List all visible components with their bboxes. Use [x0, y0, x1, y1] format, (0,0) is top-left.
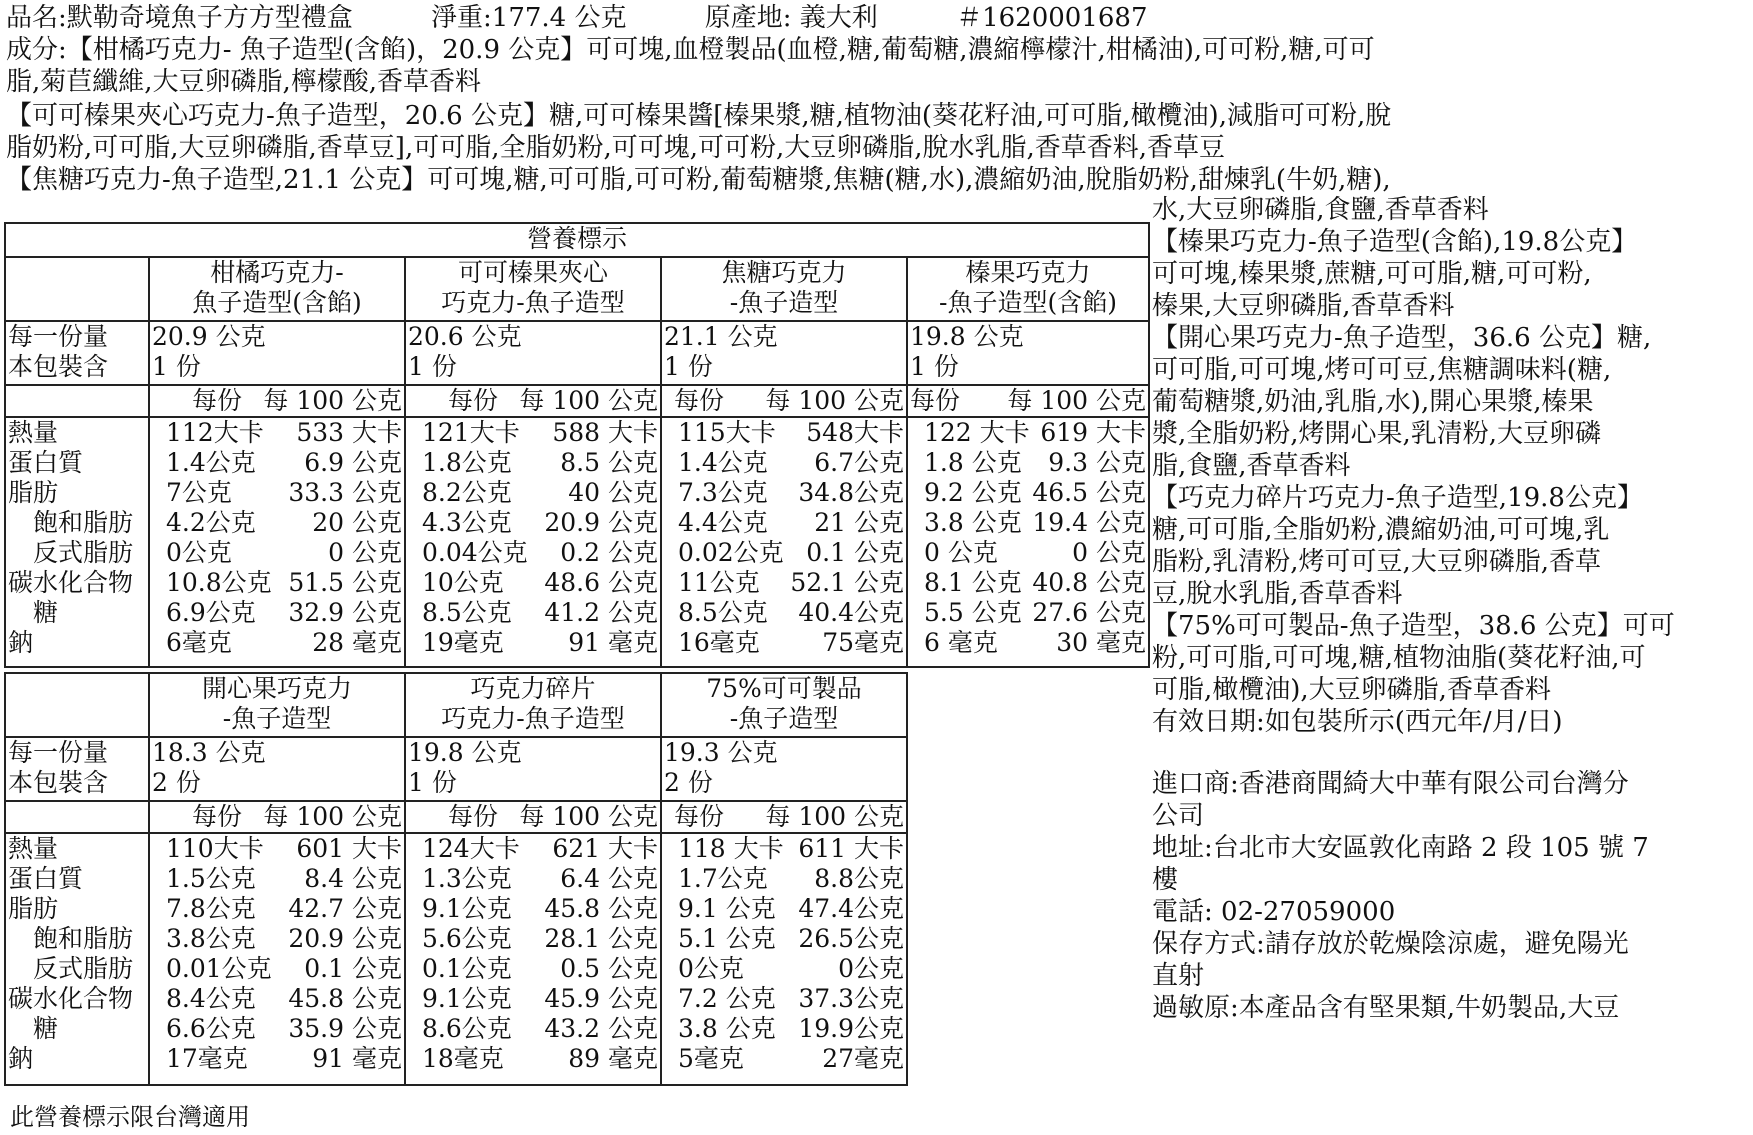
- per-serving-value: 8.4公克: [166, 984, 256, 1013]
- per-100g-value: 0.2 公克: [560, 538, 658, 567]
- nutrient-row: [664, 478, 904, 508]
- nutrition-footnote: 此營養標示限台灣適用: [10, 1103, 250, 1131]
- per-100g-value: 51.5 公克: [288, 568, 402, 597]
- per-serving-value: 10.8公克: [166, 568, 272, 597]
- product-column-header: 可可榛果夾心 巧克力-魚子造型: [405, 257, 661, 321]
- ingredients-hazelnut-line1: 【可可榛果夾心巧克力-魚子造型，20.6 公克】糖,可可榛果醬[榛果漿,糖,植物油(葵花籽油,可可脂,橄欖油),減脂可可粉,脫: [6, 101, 1392, 131]
- nutrient-row: [664, 508, 904, 538]
- per-serving-value: 8.6公克: [422, 1014, 512, 1043]
- per-100g-value: 20.9 公克: [288, 924, 402, 953]
- nutrient-row: [910, 568, 1146, 598]
- per-serving-value: 124大卡: [422, 834, 520, 863]
- side-line: 【巧克力碎片巧克力-魚子造型,19.8公克】: [1152, 483, 1643, 513]
- nutrient-values: [149, 417, 405, 667]
- per-serving-value: 6.6公克: [166, 1014, 256, 1043]
- nutrient-row: [910, 478, 1146, 508]
- nutrient-row: [664, 924, 904, 954]
- nutrient-row: [408, 628, 658, 658]
- per-100g-value: 37.3公克: [798, 984, 904, 1013]
- address-line1: 地址:台北市大安區敦化南路 2 段 105 號 7: [1152, 833, 1649, 863]
- side-line: 豆,脫水乳脂,香草香料: [1152, 579, 1403, 609]
- storage-line1: 保存方式:請存放於乾燥陰涼處，避免陽光: [1152, 929, 1629, 959]
- per-100g-value: 45.8 公克: [288, 984, 402, 1013]
- per-serving-value: 3.8公克: [166, 924, 256, 953]
- unit-header: 每份 每 100 公克: [149, 385, 405, 417]
- per-100g-value: 611 大卡: [798, 834, 904, 863]
- per-100g-value: 21 公克: [814, 508, 904, 537]
- per-serving-value: 9.1 公克: [678, 894, 776, 923]
- per-100g-value: 46.5 公克: [1032, 478, 1146, 507]
- side-line: 脂,食鹽,香草香料: [1152, 451, 1351, 481]
- product-code: ＃1620001687: [956, 3, 1148, 33]
- nutrient-row: [664, 628, 904, 658]
- per-100g-value: 19.4 公克: [1032, 508, 1146, 537]
- unit-header: 每份 每 100 公克: [661, 801, 907, 833]
- nutrient-row: [408, 894, 658, 924]
- nutrient-row: [152, 418, 402, 448]
- ingredients-caramel-line2: 水,大豆卵磷脂,食鹽,香草香料: [1152, 195, 1489, 225]
- per-serving-value: 1.7公克: [678, 864, 768, 893]
- address-line2: 樓: [1152, 865, 1179, 895]
- ingredients-hazelnut-line2: 脂奶粉,可可脂,大豆卵磷脂,香草豆],可可脂,全脂奶粉,可可塊,可可粉,大豆卵磷脂,脫水乳脂,香草香料,香草豆: [6, 133, 1226, 163]
- storage-line2: 直射: [1152, 961, 1205, 991]
- nutrient-row: [152, 568, 402, 598]
- per-100g-value: 43.2 公克: [544, 1014, 658, 1043]
- per-serving-value: 18毫克: [422, 1044, 504, 1073]
- nutrient-values: [405, 417, 661, 667]
- per-serving-value: 9.1公克: [422, 984, 512, 1013]
- unit-header: 每份 每 100 公克: [405, 385, 661, 417]
- per-serving-value: 17毫克: [166, 1044, 248, 1073]
- nutrition-table-1: [4, 222, 1150, 668]
- per-100g-value: 28 毫克: [312, 628, 402, 657]
- per-100g-value: 35.9 公克: [288, 1014, 402, 1043]
- per-serving-value: 7.8公克: [166, 894, 256, 923]
- per-100g-value: 0 公克: [1072, 538, 1146, 567]
- per-serving-value: 115大卡: [678, 418, 776, 447]
- nutrient-row: [408, 954, 658, 984]
- per-serving-value: 121大卡: [422, 418, 520, 447]
- nutrient-row: [152, 834, 402, 864]
- per-100g-value: 19.9公克: [798, 1014, 904, 1043]
- per-100g-value: 619 大卡: [1040, 418, 1146, 447]
- nutrient-row: [664, 894, 904, 924]
- nutrient-row: [408, 508, 658, 538]
- side-line: 糖,可可脂,全脂奶粉,濃縮奶油,可可塊,乳: [1152, 515, 1610, 545]
- per-serving-value: 5毫克: [678, 1044, 744, 1073]
- nutrient-values: [661, 417, 907, 667]
- nutrient-row: [664, 598, 904, 628]
- nutrient-row: [152, 894, 402, 924]
- per-100g-value: 621 大卡: [552, 834, 658, 863]
- nutrient-values: [149, 833, 405, 1085]
- nutrient-row: [152, 508, 402, 538]
- per-serving-value: 1.4公克: [166, 448, 256, 477]
- per-100g-value: 0公克: [838, 954, 904, 983]
- per-serving-value: 4.4公克: [678, 508, 768, 537]
- per-serving-value: 16毫克: [678, 628, 760, 657]
- side-line: 葡萄糖漿,奶油,乳脂,水),開心果漿,榛果: [1152, 387, 1594, 417]
- importer-line2: 公司: [1152, 801, 1205, 831]
- ingredients-orange-line1: 成分:【柑橘巧克力- 魚子造型(含餡)，20.9 公克】可可塊,血橙製品(血橙,糖,葡萄糖,濃縮檸檬汁,柑橘油),可可粉,糖,可可: [6, 35, 1375, 65]
- per-serving-value: 0公克: [166, 538, 232, 567]
- per-serving-value: 1.8公克: [422, 448, 512, 477]
- phone: 電話: 02-27059000: [1152, 897, 1396, 927]
- product-column-header: 75%可可製品 -魚子造型: [661, 673, 907, 737]
- per-serving-value: 7公克: [166, 478, 232, 507]
- nutrition-table-2: [4, 672, 908, 1086]
- per-100g-value: 28.1 公克: [544, 924, 658, 953]
- nutrient-row: [152, 954, 402, 984]
- per-100g-value: 27毫克: [822, 1044, 904, 1073]
- side-line: 可可脂,可可塊,烤可可豆,焦糖調味料(糖,: [1152, 355, 1612, 385]
- nutrient-row: [910, 598, 1146, 628]
- allergen: 過敏原:本產品含有堅果類,牛奶製品,大豆: [1152, 993, 1620, 1023]
- per-serving-value: 8.2公克: [422, 478, 512, 507]
- nutrient-row: [664, 864, 904, 894]
- per-serving-value: 9.2 公克: [924, 478, 1022, 507]
- side-line: 可脂,橄欖油),大豆卵磷脂,香草香料: [1152, 675, 1551, 705]
- nutrient-row: [408, 598, 658, 628]
- per-100g-value: 6.7公克: [814, 448, 904, 477]
- unit-header: 每份 每 100 公克: [405, 801, 661, 833]
- nutrient-row: [408, 538, 658, 568]
- product-column-header: 榛果巧克力 -魚子造型(含餡): [907, 257, 1149, 321]
- per-100g-value: 8.5 公克: [560, 448, 658, 477]
- per-serving-value: 0.1公克: [422, 954, 512, 983]
- nutrient-row: [664, 954, 904, 984]
- per-100g-value: 0.1 公克: [304, 954, 402, 983]
- per-100g-value: 0.5 公克: [560, 954, 658, 983]
- per-serving-value: 3.8 公克: [678, 1014, 776, 1043]
- per-serving-value: 0公克: [678, 954, 744, 983]
- serving-cell: 18.3 公克 2 份: [149, 737, 405, 801]
- per-serving-value: 1.8 公克: [924, 448, 1022, 477]
- nutrient-row: [408, 568, 658, 598]
- per-100g-value: 91 毫克: [568, 628, 658, 657]
- nutrient-row: [408, 834, 658, 864]
- per-100g-value: 40 公克: [568, 478, 658, 507]
- per-100g-value: 32.9 公克: [288, 598, 402, 627]
- nutrient-row: [408, 1044, 658, 1074]
- product-name: 品名:默勒奇境魚子方方型禮盒: [6, 3, 353, 33]
- per-serving-value: 110大卡: [166, 834, 264, 863]
- unit-header: 每份 每 100 公克: [149, 801, 405, 833]
- per-serving-value: 6.9公克: [166, 598, 256, 627]
- nutrient-row: [408, 924, 658, 954]
- per-100g-value: 588 大卡: [552, 418, 658, 447]
- serving-cell: 19.3 公克 2 份: [661, 737, 907, 801]
- per-100g-value: 548大卡: [806, 418, 904, 447]
- nutrient-row: [664, 1014, 904, 1044]
- serving-cell: 20.9 公克 1 份: [149, 321, 405, 385]
- nutrient-row: [152, 478, 402, 508]
- per-serving-value: 11公克: [678, 568, 760, 597]
- per-100g-value: 26.5公克: [798, 924, 904, 953]
- per-serving-value: 6 毫克: [924, 628, 998, 657]
- nutrient-row: [408, 984, 658, 1014]
- per-serving-value: 5.6公克: [422, 924, 512, 953]
- per-100g-value: 0.1 公克: [806, 538, 904, 567]
- nutrient-row: [152, 1014, 402, 1044]
- nutrient-row: [152, 628, 402, 658]
- per-serving-value: 0.04公克: [422, 538, 528, 567]
- nutrient-values: [405, 833, 661, 1085]
- nutrient-row: [910, 628, 1146, 658]
- header-line: [6, 2, 1147, 34]
- nutrient-labels: 熱量 蛋白質 脂肪 飽和脂肪 反式脂肪 碳水化合物 糖 鈉: [5, 833, 149, 1085]
- nutrient-row: [664, 834, 904, 864]
- per-100g-value: 75毫克: [822, 628, 904, 657]
- unit-header: 每份 每 100 公克: [907, 385, 1149, 417]
- expiry-date: 有效日期:如包裝所示(西元年/月/日): [1152, 707, 1563, 737]
- per-100g-value: 8.4 公克: [304, 864, 402, 893]
- nutrient-row: [664, 984, 904, 1014]
- per-100g-value: 40.8 公克: [1032, 568, 1146, 597]
- per-serving-value: 10公克: [422, 568, 504, 597]
- nutrient-values: [661, 833, 907, 1085]
- per-100g-value: 47.4公克: [798, 894, 904, 923]
- side-line: 榛果,大豆卵磷脂,香草香料: [1152, 291, 1455, 321]
- nutrient-labels: 熱量 蛋白質 脂肪 飽和脂肪 反式脂肪 碳水化合物 糖 鈉: [5, 417, 149, 667]
- product-column-header: 巧克力碎片 巧克力-魚子造型: [405, 673, 661, 737]
- per-serving-value: 5.5 公克: [924, 598, 1022, 627]
- per-serving-value: 5.1 公克: [678, 924, 776, 953]
- per-serving-value: 4.2公克: [166, 508, 256, 537]
- nutrient-row: [910, 448, 1146, 478]
- per-100g-value: 6.4 公克: [560, 864, 658, 893]
- side-line: 脂粉,乳清粉,烤可可豆,大豆卵磷脂,香草: [1152, 547, 1602, 577]
- serving-labels: 每一份量 本包裝含: [5, 321, 149, 385]
- importer-line1: 進口商:香港商聞綺大中華有限公司台灣分: [1152, 769, 1629, 799]
- nutrition-title: 營養標示: [5, 223, 1149, 257]
- nutrient-row: [664, 1044, 904, 1074]
- per-100g-value: 20 公克: [312, 508, 402, 537]
- per-100g-value: 45.9 公克: [544, 984, 658, 1013]
- per-100g-value: 30 毫克: [1056, 628, 1146, 657]
- product-column-header: 柑橘巧克力- 魚子造型(含餡): [149, 257, 405, 321]
- per-serving-value: 19毫克: [422, 628, 504, 657]
- serving-cell: 19.8 公克 1 份: [907, 321, 1149, 385]
- per-serving-value: 1.4公克: [678, 448, 768, 477]
- per-100g-value: 27.6 公克: [1032, 598, 1146, 627]
- nutrient-row: [152, 538, 402, 568]
- per-100g-value: 533 大卡: [296, 418, 402, 447]
- per-100g-value: 34.8公克: [798, 478, 904, 507]
- product-column-header: 開心果巧克力 -魚子造型: [149, 673, 405, 737]
- per-100g-value: 8.8公克: [814, 864, 904, 893]
- nutrient-row: [910, 538, 1146, 568]
- per-serving-value: 1.3公克: [422, 864, 512, 893]
- nutrient-row: [152, 984, 402, 1014]
- nutrient-row: [408, 864, 658, 894]
- per-100g-value: 0 公克: [328, 538, 402, 567]
- per-serving-value: 9.1公克: [422, 894, 512, 923]
- per-serving-value: 118 大卡: [678, 834, 784, 863]
- product-column-header: 焦糖巧克力 -魚子造型: [661, 257, 907, 321]
- per-100g-value: 45.8 公克: [544, 894, 658, 923]
- per-serving-value: 8.5公克: [678, 598, 768, 627]
- side-line: 粉,可可脂,可可塊,糖,植物油脂(葵花籽油,可: [1152, 643, 1646, 673]
- per-100g-value: 41.2 公克: [544, 598, 658, 627]
- net-weight: 淨重:177.4 公克: [431, 3, 627, 33]
- nutrient-row: [408, 448, 658, 478]
- side-line: 【榛果巧克力-魚子造型(含餡),19.8公克】: [1152, 227, 1638, 257]
- nutrient-row: [152, 924, 402, 954]
- serving-cell: 20.6 公克 1 份: [405, 321, 661, 385]
- per-serving-value: 122 大卡: [924, 418, 1030, 447]
- per-serving-value: 1.5公克: [166, 864, 256, 893]
- per-serving-value: 4.3公克: [422, 508, 512, 537]
- per-serving-value: 8.1 公克: [924, 568, 1022, 597]
- nutrient-row: [664, 538, 904, 568]
- per-serving-value: 0.01公克: [166, 954, 272, 983]
- side-line: 【75%可可製品-魚子造型，38.6 公克】可可: [1152, 611, 1675, 641]
- per-100g-value: 91 毫克: [312, 1044, 402, 1073]
- per-serving-value: 112大卡: [166, 418, 264, 447]
- per-100g-value: 601 大卡: [296, 834, 402, 863]
- nutrient-row: [664, 418, 904, 448]
- side-line: 可可塊,榛果漿,蔗糖,可可脂,糖,可可粉,: [1152, 259, 1592, 289]
- ingredients-caramel-line1: 【焦糖巧克力-魚子造型,21.1 公克】可可塊,糖,可可脂,可可粉,葡萄糖漿,焦糖(糖,水),濃縮奶油,脫脂奶粉,甜煉乳(牛奶,糖),: [6, 165, 1391, 195]
- nutrient-row: [152, 864, 402, 894]
- serving-cell: 19.8 公克 1 份: [405, 737, 661, 801]
- per-serving-value: 7.2 公克: [678, 984, 776, 1013]
- per-100g-value: 40.4公克: [798, 598, 904, 627]
- nutrient-row: [910, 418, 1146, 448]
- nutrient-row: [152, 1044, 402, 1074]
- nutrient-row: [664, 568, 904, 598]
- per-100g-value: 20.9 公克: [544, 508, 658, 537]
- per-100g-value: 9.3 公克: [1048, 448, 1146, 477]
- per-serving-value: 8.5公克: [422, 598, 512, 627]
- nutrient-row: [152, 448, 402, 478]
- country-of-origin: 原產地: 義大利: [704, 3, 878, 33]
- side-line: 【開心果巧克力-魚子造型，36.6 公克】糖,: [1152, 323, 1652, 353]
- nutrient-row: [664, 448, 904, 478]
- nutrient-row: [408, 418, 658, 448]
- per-100g-value: 42.7 公克: [288, 894, 402, 923]
- per-100g-value: 6.9 公克: [304, 448, 402, 477]
- per-100g-value: 89 毫克: [568, 1044, 658, 1073]
- nutrient-row: [152, 598, 402, 628]
- ingredients-orange-line2: 脂,菊苣纖維,大豆卵磷脂,檸檬酸,香草香料: [6, 67, 482, 97]
- per-serving-value: 0.02公克: [678, 538, 784, 567]
- nutrient-row: [910, 508, 1146, 538]
- serving-cell: 21.1 公克 1 份: [661, 321, 907, 385]
- per-serving-value: 0 公克: [924, 538, 998, 567]
- side-line: 漿,全脂奶粉,烤開心果,乳清粉,大豆卵磷: [1152, 419, 1602, 449]
- per-100g-value: 48.6 公克: [544, 568, 658, 597]
- per-serving-value: 6毫克: [166, 628, 232, 657]
- per-serving-value: 3.8 公克: [924, 508, 1022, 537]
- per-100g-value: 33.3 公克: [288, 478, 402, 507]
- unit-header: 每份 每 100 公克: [661, 385, 907, 417]
- serving-labels: 每一份量 本包裝含: [5, 737, 149, 801]
- nutrient-row: [408, 478, 658, 508]
- per-serving-value: 7.3公克: [678, 478, 768, 507]
- nutrient-values: [907, 417, 1149, 667]
- nutrient-row: [408, 1014, 658, 1044]
- per-100g-value: 52.1 公克: [790, 568, 904, 597]
